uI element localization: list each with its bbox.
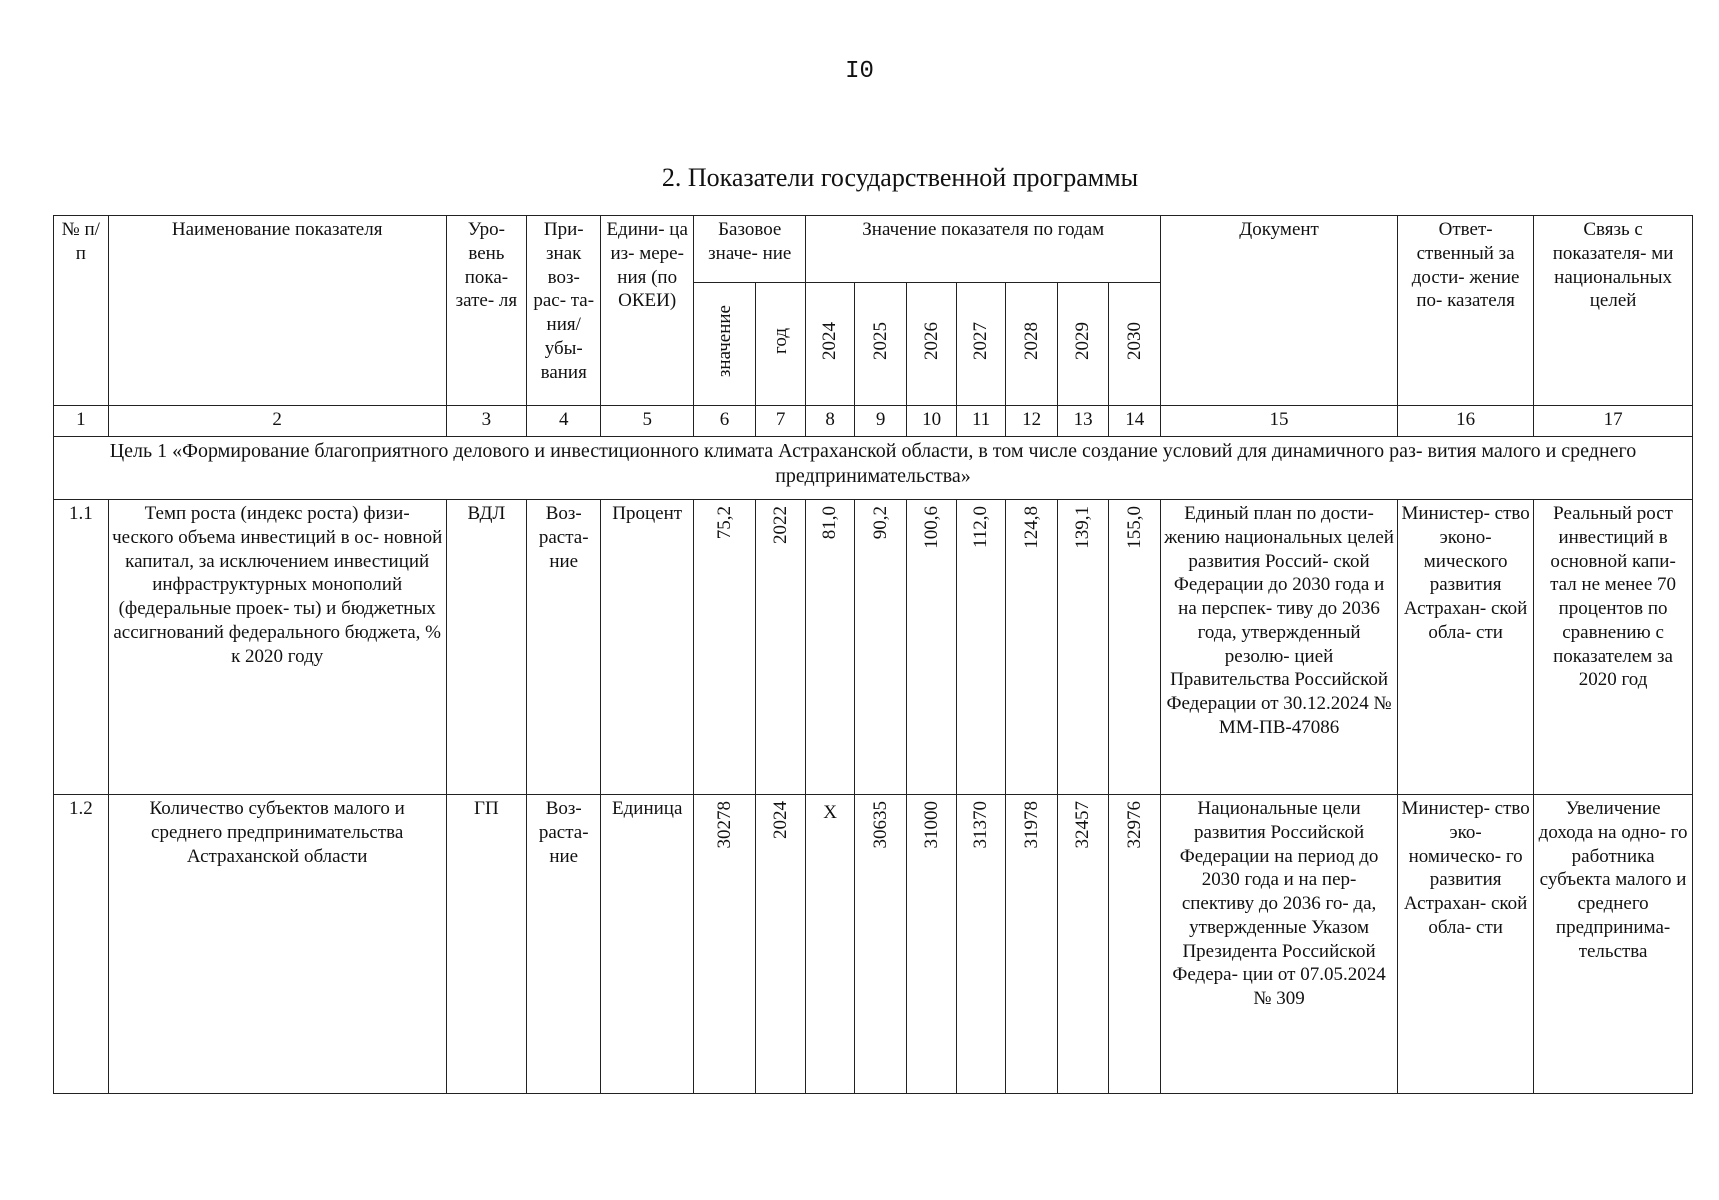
column-number: 4 bbox=[527, 406, 601, 437]
header-link: Связь с показателя- ми национальных целей bbox=[1534, 216, 1693, 406]
header-year-cell bbox=[1057, 283, 1109, 406]
row-base-value: 75,2 bbox=[713, 506, 735, 540]
goal-row bbox=[54, 437, 1693, 500]
row-unit: Единица bbox=[601, 795, 694, 1094]
row-sign: Воз- раста- ние bbox=[527, 795, 601, 1094]
row-value: 90,2 bbox=[869, 506, 891, 540]
row-name: Темп роста (индекс роста) физи- ческого объема инвестиций в ос- новной капитал, за исключением инвестиций инфраструктурных монополий (федеральные проек- ты) и бюджетных ассигнований федерального бюджета, % к 2020 году bbox=[108, 500, 446, 795]
header-year: 2030 bbox=[1123, 321, 1145, 360]
row-value-cell bbox=[907, 500, 956, 795]
row-name: Количество субъектов малого и среднего предпринимательства Астраханской области bbox=[108, 795, 446, 1094]
column-number: 9 bbox=[854, 406, 907, 437]
row-base-value: 30278 bbox=[713, 801, 735, 849]
header-name: Наименование показателя bbox=[108, 216, 446, 406]
column-number: 12 bbox=[1006, 406, 1058, 437]
row-value: 32457 bbox=[1072, 801, 1094, 849]
row-value-cell bbox=[854, 500, 907, 795]
row-value-cell bbox=[1109, 500, 1161, 795]
header-base: Базовое значе- ние bbox=[694, 216, 806, 283]
column-number: 15 bbox=[1161, 406, 1398, 437]
row-value-cell bbox=[806, 500, 854, 795]
row-value: 31978 bbox=[1020, 801, 1042, 849]
row-value: 32976 bbox=[1123, 801, 1145, 849]
header-year-cell bbox=[1109, 283, 1161, 406]
row-base-year-cell bbox=[755, 795, 806, 1094]
row-value: 31370 bbox=[970, 801, 992, 849]
row-value-cell bbox=[1109, 795, 1161, 1094]
header-responsible: Ответ- ственный за дости- жение по- казателя bbox=[1398, 216, 1534, 406]
row-num: 1.1 bbox=[54, 500, 109, 795]
row-value: 81,0 bbox=[819, 506, 841, 540]
header-year-cell bbox=[907, 283, 956, 406]
column-number: 11 bbox=[956, 406, 1005, 437]
header-year: 2029 bbox=[1072, 321, 1094, 360]
header-sign: При- знак воз- рас- та- ния/ убы- вания bbox=[527, 216, 601, 406]
row-responsible: Министер- ство эко- номическо- го развития Астрахан- ской обла- сти bbox=[1398, 795, 1534, 1094]
column-number: 8 bbox=[806, 406, 854, 437]
header-year: 2024 bbox=[819, 321, 841, 360]
column-number: 10 bbox=[907, 406, 956, 437]
header-base-value: значение bbox=[713, 304, 735, 377]
row-link: Увеличение дохода на одно- го работника субъекта малого и среднего предпринима- тельства bbox=[1534, 795, 1693, 1094]
row-base-value-cell bbox=[694, 500, 756, 795]
header-base-year-cell bbox=[755, 283, 806, 406]
row-base-year: 2024 bbox=[769, 801, 791, 839]
goal-text: Цель 1 «Формирование благоприятного делового и инвестиционного климата Астраханской области, в том числе создание условий для динамичного раз- вития малого и среднего предпринимательства» bbox=[54, 437, 1693, 500]
header-year: 2026 bbox=[920, 321, 942, 360]
row-value-cell bbox=[1057, 795, 1109, 1094]
header-row bbox=[54, 216, 1693, 283]
column-number: 3 bbox=[446, 406, 526, 437]
indicators-table bbox=[53, 215, 1693, 1094]
column-number: 14 bbox=[1109, 406, 1161, 437]
header-base-value-cell bbox=[694, 283, 756, 406]
row-value-cell bbox=[907, 795, 956, 1094]
column-number: 13 bbox=[1057, 406, 1109, 437]
row-value-cell bbox=[1057, 500, 1109, 795]
page-number: I0 bbox=[845, 58, 874, 85]
column-number: 16 bbox=[1398, 406, 1534, 437]
column-number: 5 bbox=[601, 406, 694, 437]
row-base-year-cell bbox=[755, 500, 806, 795]
row-value-cell bbox=[1006, 500, 1058, 795]
header-year-cell bbox=[854, 283, 907, 406]
row-level: ВДЛ bbox=[446, 500, 526, 795]
table-row bbox=[54, 795, 1693, 1094]
page-title: 2. Показатели государственной программы bbox=[661, 163, 1139, 192]
row-value-cell bbox=[854, 795, 907, 1094]
header-num: № п/п bbox=[54, 216, 109, 406]
header-level: Уро- вень пока- зате- ля bbox=[446, 216, 526, 406]
header-year-cell bbox=[1006, 283, 1058, 406]
column-number: 7 bbox=[755, 406, 806, 437]
row-value-cell bbox=[956, 500, 1005, 795]
row-value-cell bbox=[956, 795, 1005, 1094]
row-base-value-cell bbox=[694, 795, 756, 1094]
row-value-cell bbox=[806, 795, 854, 1094]
row-document: Национальные цели развития Российской Федерации на период до 2030 года и на пер- спективу до 2036 го- да, утвержденные Указом Президента Российской Федера- ции от 07.05.2024 № 309 bbox=[1161, 795, 1398, 1094]
column-number: 6 bbox=[694, 406, 756, 437]
row-value-cell bbox=[1006, 795, 1058, 1094]
column-number: 2 bbox=[108, 406, 446, 437]
header-year-cell bbox=[956, 283, 1005, 406]
row-value: 30635 bbox=[869, 801, 891, 849]
row-unit: Процент bbox=[601, 500, 694, 795]
row-level: ГП bbox=[446, 795, 526, 1094]
row-value: 31000 bbox=[920, 801, 942, 849]
row-value: 100,6 bbox=[920, 506, 942, 549]
header-base-year: год bbox=[769, 327, 791, 354]
header-year: 2025 bbox=[869, 321, 891, 360]
row-responsible: Министер- ство эконо- мического развития Астрахан- ской обла- сти bbox=[1398, 500, 1534, 795]
column-numbers-row bbox=[54, 406, 1693, 437]
table-row bbox=[54, 500, 1693, 795]
header-year: 2028 bbox=[1020, 321, 1042, 360]
row-num: 1.2 bbox=[54, 795, 109, 1094]
header-year: 2027 bbox=[970, 321, 992, 360]
row-value: 155,0 bbox=[1123, 506, 1145, 549]
row-value: X bbox=[823, 802, 837, 823]
row-link: Реальный рост инвестиций в основной капи- тал не менее 70 процентов по сравнению с показателем за 2020 год bbox=[1534, 500, 1693, 795]
row-value: 112,0 bbox=[970, 506, 992, 549]
column-number: 17 bbox=[1534, 406, 1693, 437]
row-value: 124,8 bbox=[1020, 506, 1042, 549]
header-document: Документ bbox=[1161, 216, 1398, 406]
header-unit: Едини- ца из- мере- ния (по ОКЕИ) bbox=[601, 216, 694, 406]
column-number: 1 bbox=[54, 406, 109, 437]
row-value: 139,1 bbox=[1072, 506, 1094, 549]
header-by-years: Значение показателя по годам bbox=[806, 216, 1161, 283]
row-document: Единый план по дости- жению национальных целей развития Россий- ской Федерации до 2030 года и на перспек- тиву до 2036 года, утвержденный резолю- цией Правительства Российской Федерации от 30.12.2024 № ММ-ПВ-47086 bbox=[1161, 500, 1398, 795]
row-sign: Воз- раста- ние bbox=[527, 500, 601, 795]
row-base-year: 2022 bbox=[769, 506, 791, 544]
header-year-cell bbox=[806, 283, 854, 406]
